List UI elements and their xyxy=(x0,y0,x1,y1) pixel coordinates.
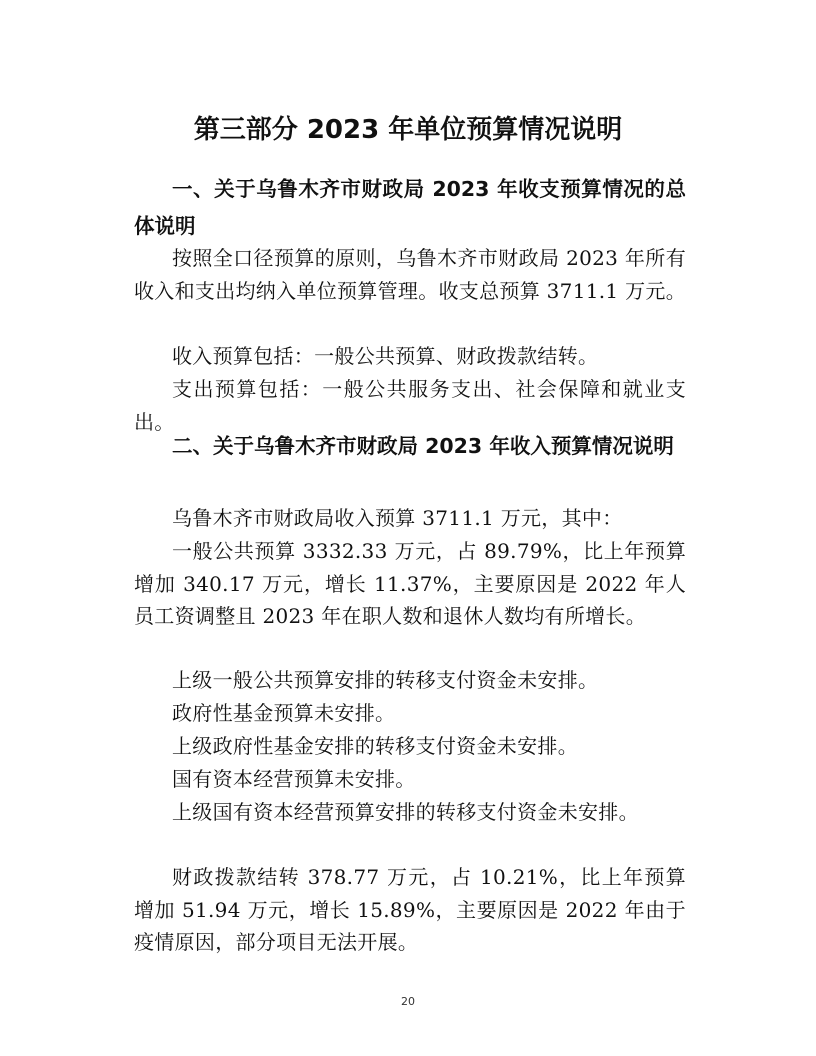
section-2-paragraph: 财政拨款结转 378.77 万元，占 10.21%，比上年预算增加 51.94 万元，增长 15.89%，主要原因是 2022 年由于疫情原因，部分项目无法开展。 xyxy=(134,865,686,954)
section-1-paragraph: 按照全口径预算的原则，乌鲁木齐市财政局 2023 年所有收入和支出均纳入单位预算管理。收支总预算 3711.1 万元。 xyxy=(134,246,686,303)
page-title: 第三部分 2023 年单位预算情况说明 xyxy=(193,115,623,145)
section-2-paragraph: 政府性基金预算未安排。 xyxy=(172,701,396,725)
section-2-paragraph: 国有资本经营预算未安排。 xyxy=(172,767,416,791)
section-1-paragraph: 收入预算包括：一般公共预算、财政拨款结转。 xyxy=(172,344,599,368)
section-2-paragraph: 上级国有资本经营预算安排的转移支付资金未安排。 xyxy=(172,800,639,824)
section-2-heading: 二、关于乌鲁木齐市财政局 2023 年收入预算情况说明 xyxy=(172,434,674,458)
page-number: 20 xyxy=(401,995,415,1008)
section-2-paragraph: 上级一般公共预算安排的转移支付资金未安排。 xyxy=(172,668,599,692)
section-1-paragraph: 支出预算包括：一般公共服务支出、社会保障和就业支出。 xyxy=(134,377,686,434)
section-2-paragraph: 上级政府性基金安排的转移支付资金未安排。 xyxy=(172,734,578,758)
section-2-paragraph: 一般公共预算 3332.33 万元，占 89.79%，比上年预算增加 340.17 万元，增长 11.37%，主要原因是 2022 年人员工资调整且 2023 年在职人数和退休人数均有所增长。 xyxy=(134,539,686,628)
section-2-paragraph: 乌鲁木齐市财政局收入预算 3711.1 万元，其中： xyxy=(172,506,623,530)
section-1-heading: 一、关于乌鲁木齐市财政局 2023 年收支预算情况的总体说明 xyxy=(134,177,686,238)
